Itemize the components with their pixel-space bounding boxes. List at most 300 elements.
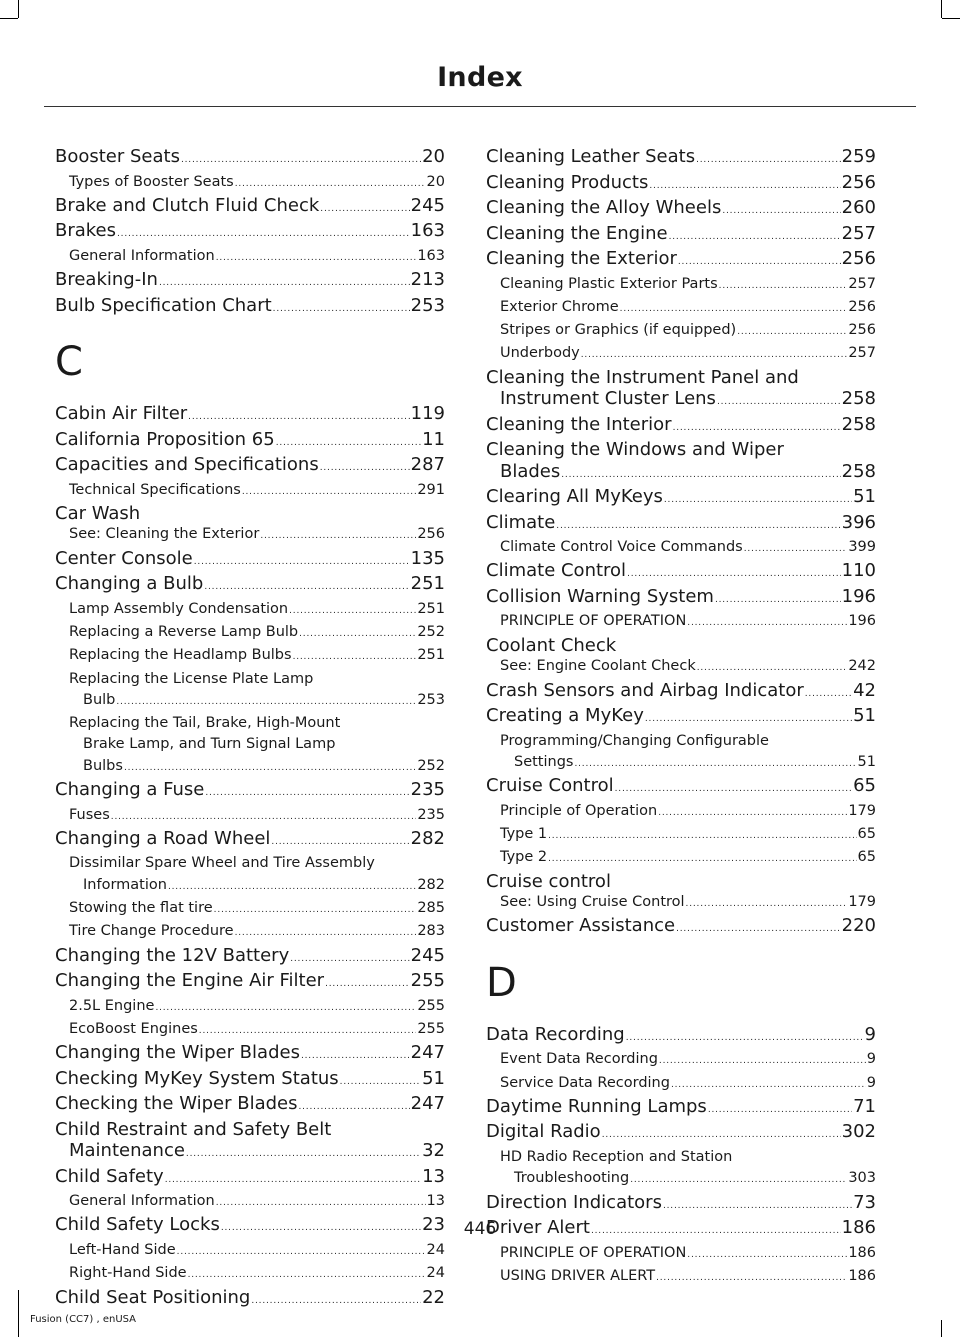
index-entry[interactable] (486, 705, 876, 731)
index-entry[interactable] (486, 414, 876, 440)
leader-dots (678, 252, 841, 274)
entry-page: 65 (853, 775, 876, 797)
entry-row (486, 414, 876, 440)
entry-page: 51 (422, 1067, 445, 1089)
index-entry[interactable] (486, 1073, 876, 1096)
entry-row (486, 586, 876, 612)
leader-dots (548, 849, 856, 870)
entry-page: 251 (417, 647, 445, 664)
entry-row (500, 611, 876, 634)
entry-text: See: Using Cruise Control (500, 894, 685, 911)
leader-dots (194, 552, 410, 574)
entry-page: 256 (841, 171, 876, 193)
leader-dots (649, 176, 840, 198)
leader-dots (289, 601, 416, 622)
entry-text: PRINCIPLE OF OPERATION (500, 1244, 687, 1261)
index-entry[interactable] (55, 779, 445, 805)
entry-text: Breaking-In (55, 269, 158, 291)
entry-row (486, 1024, 876, 1050)
entry-page: 245 (410, 944, 445, 966)
leader-dots (204, 577, 409, 599)
entry-text: Clearing All MyKeys (486, 486, 663, 508)
entry-text-line: Child Restraint and Safety Belt (55, 1118, 332, 1140)
index-entry[interactable] (55, 853, 445, 898)
index-entry[interactable] (55, 1019, 445, 1042)
entry-page: 247 (410, 1093, 445, 1115)
entry-page: 251 (410, 573, 445, 595)
entry-page: 283 (417, 923, 445, 940)
entry-row (486, 486, 876, 512)
leader-dots (260, 526, 416, 547)
leader-dots (602, 1125, 841, 1147)
section-letter: C (55, 339, 83, 386)
entry-text: Car Wash (55, 502, 141, 524)
entry-text: Type 2 (500, 849, 548, 866)
index-column-left (55, 146, 445, 1312)
index-entry[interactable] (55, 713, 445, 779)
index-entry[interactable] (486, 248, 876, 274)
entry-page: 186 (848, 1267, 876, 1284)
leader-dots (216, 1193, 426, 1214)
index-entry[interactable] (55, 573, 445, 599)
index-entry[interactable] (486, 871, 876, 893)
entry-text: General Information (69, 247, 215, 264)
index-entry[interactable] (486, 1266, 876, 1289)
entry-row (500, 1073, 876, 1096)
entry-page: 258 (841, 388, 876, 410)
entry-text: Brake and Clutch Fluid Check (55, 194, 320, 216)
entry-text: Information (83, 876, 167, 893)
leader-dots (671, 1075, 866, 1096)
entry-text: Tire Change Procedure (69, 923, 234, 940)
entry-page: 252 (417, 623, 445, 640)
index-entry[interactable] (486, 537, 876, 560)
entry-page: 71 (853, 1095, 876, 1117)
index-entry[interactable] (55, 1068, 445, 1094)
entry-page: 9 (866, 1074, 876, 1091)
index-entry[interactable] (55, 1119, 445, 1166)
entry-text-line: Replacing the Tail, Brake, High-Mount (69, 715, 341, 732)
entry-page: 196 (848, 613, 876, 630)
index-entry[interactable] (486, 1049, 876, 1072)
entry-page: 257 (848, 345, 876, 362)
entry-text: Types of Booster Seats (69, 173, 234, 190)
entry-page: 255 (417, 1020, 445, 1037)
entry-row (486, 512, 876, 538)
leader-dots (686, 894, 848, 915)
entry-row (55, 1287, 445, 1313)
entry-page: 73 (853, 1191, 876, 1213)
entry-row (55, 970, 445, 996)
leader-dots (340, 1072, 421, 1094)
leader-dots (235, 174, 426, 195)
entry-row (55, 1068, 445, 1094)
leader-dots (159, 273, 410, 295)
index-entry[interactable] (55, 524, 445, 547)
leader-dots (273, 299, 410, 321)
index-entry[interactable] (486, 297, 876, 320)
index-entry[interactable] (486, 223, 876, 249)
entry-page: 51 (853, 705, 876, 727)
index-entry[interactable] (55, 1166, 445, 1192)
index-entry[interactable] (55, 970, 445, 996)
index-entry[interactable] (486, 847, 876, 870)
leader-dots (715, 590, 841, 612)
crop-mark (0, 18, 18, 19)
leader-dots (697, 658, 848, 679)
page-title: Index (437, 62, 523, 93)
leader-dots (561, 465, 840, 487)
entry-text: Child Seat Positioning (55, 1286, 251, 1308)
entry-page: 259 (841, 146, 876, 167)
leader-dots (181, 150, 421, 172)
leader-dots (656, 1268, 847, 1289)
leader-dots (574, 754, 856, 775)
entry-page: 32 (422, 1140, 445, 1162)
entry-page: 399 (848, 539, 876, 556)
entry-text: Checking the Wiper Blades (55, 1093, 298, 1115)
entry-row (55, 195, 445, 221)
entry-text: Checking MyKey System Status (55, 1067, 339, 1089)
index-entry[interactable] (55, 146, 445, 172)
crop-mark (942, 18, 960, 19)
index-entry[interactable] (486, 274, 876, 297)
entry-page: 65 (857, 825, 876, 842)
entry-text: Changing a Bulb (55, 573, 204, 595)
entry-page: 179 (848, 802, 876, 819)
entry-row (486, 705, 876, 731)
entry-text: Cleaning Products (486, 171, 649, 193)
index-entry[interactable] (486, 775, 876, 801)
entry-row (69, 1263, 445, 1286)
entry-page: 24 (426, 1241, 445, 1258)
entry-text: Climate Control (486, 560, 627, 582)
entry-text: See: Cleaning the Exterior (69, 526, 260, 543)
crop-mark (18, 1290, 19, 1337)
entry-text: California Proposition 65 (55, 428, 275, 450)
leader-dots (664, 490, 852, 512)
leader-dots (805, 684, 852, 706)
entry-text: Brakes (55, 220, 117, 242)
entry-page: 257 (841, 222, 876, 244)
index-entry[interactable] (486, 172, 876, 198)
leader-dots (188, 407, 409, 429)
entry-row (500, 801, 876, 824)
index-entry[interactable] (55, 195, 445, 221)
index-entry[interactable] (55, 996, 445, 1019)
index-entry[interactable] (486, 915, 876, 941)
index-entry[interactable] (486, 1147, 876, 1192)
entry-text: Crash Sensors and Airbag Indicator (486, 679, 804, 701)
index-entry[interactable] (55, 1191, 445, 1214)
index-entry[interactable] (55, 503, 445, 525)
index-entry[interactable] (55, 1240, 445, 1263)
index-entry[interactable] (486, 1192, 876, 1218)
entry-text: PRINCIPLE OF OPERATION (500, 613, 687, 630)
index-entry[interactable] (486, 320, 876, 343)
leader-dots (676, 919, 841, 941)
leader-dots (663, 1196, 852, 1218)
entry-text: Settings (514, 753, 574, 770)
entry-page: 256 (848, 322, 876, 339)
entry-row (55, 548, 445, 574)
index-entry[interactable] (486, 343, 876, 366)
entry-row (500, 656, 876, 679)
entry-page: 235 (410, 779, 445, 801)
leader-dots (188, 1265, 426, 1286)
leader-dots (719, 276, 848, 297)
index-entry[interactable] (55, 429, 445, 455)
entry-text-line: Cleaning the Instrument Panel and (486, 366, 799, 388)
entry-page: 110 (841, 560, 876, 582)
leader-dots (722, 201, 840, 223)
leader-dots (271, 832, 409, 854)
entry-text-line: Replacing the License Plate Lamp (69, 670, 314, 687)
leader-dots (251, 1291, 421, 1313)
index-entry[interactable] (486, 611, 876, 634)
entry-text: Troubleshooting (514, 1170, 630, 1187)
entry-row (55, 403, 445, 429)
index-entry[interactable] (486, 731, 876, 776)
entry-page: 302 (841, 1121, 876, 1143)
entry-page: 253 (417, 691, 445, 708)
entry-page: 251 (417, 600, 445, 617)
leader-dots (626, 1028, 864, 1050)
index-entry[interactable] (486, 1243, 876, 1266)
entry-text: Cleaning the Engine (486, 222, 668, 244)
entry-text: Direction Indicators (486, 1191, 662, 1213)
index-entry[interactable] (486, 680, 876, 706)
leader-dots (687, 1245, 847, 1266)
entry-row (69, 690, 445, 713)
entry-page: 252 (417, 757, 445, 774)
index-entry[interactable] (55, 645, 445, 668)
entry-row (500, 1266, 876, 1289)
entry-text-line: Brake Lamp, and Turn Signal Lamp (83, 736, 336, 753)
entry-text: Digital Radio (486, 1121, 601, 1143)
entry-page: 11 (422, 428, 445, 450)
entry-text-line: HD Radio Reception and Station (500, 1148, 733, 1165)
index-entry[interactable] (55, 403, 445, 429)
entry-row (69, 524, 445, 547)
index-entry[interactable] (55, 828, 445, 854)
entry-row (486, 775, 876, 801)
entry-text: Maintenance (69, 1140, 185, 1162)
entry-page: 287 (410, 454, 445, 476)
entry-row (486, 635, 876, 657)
index-entry[interactable] (486, 486, 876, 512)
entry-text: Data Recording (486, 1023, 625, 1045)
index-entry[interactable] (486, 560, 876, 586)
index-entry[interactable] (55, 1263, 445, 1286)
index-entry[interactable] (486, 892, 876, 915)
leader-dots (630, 1170, 847, 1191)
entry-text: See: Engine Coolant Check (500, 658, 696, 675)
index-entry[interactable] (55, 1042, 445, 1068)
entry-text: Replacing a Reverse Lamp Bulb (69, 623, 299, 640)
entry-text: Center Console (55, 547, 193, 569)
entry-row (486, 1192, 876, 1218)
entry-text: Capacities and Specifications (55, 454, 319, 476)
entry-row (486, 197, 876, 223)
entry-row (55, 828, 445, 854)
leader-dots (627, 564, 841, 586)
index-entry[interactable] (55, 246, 445, 269)
entry-row (69, 898, 445, 921)
entry-text: General Information (69, 1193, 215, 1210)
leader-dots (199, 1021, 417, 1042)
entry-page: 13 (422, 1165, 445, 1187)
entry-text: Cleaning Plastic Exterior Parts (500, 275, 718, 292)
entry-text-line: Dissimilar Spare Wheel and Tire Assembly (69, 855, 375, 872)
entry-row (55, 1042, 445, 1068)
leader-dots (659, 1051, 866, 1072)
leader-dots (325, 974, 410, 996)
index-entry[interactable] (486, 801, 876, 824)
entry-row (55, 269, 445, 295)
entry-row (500, 343, 876, 366)
index-entry[interactable] (55, 921, 445, 944)
leader-dots (581, 345, 848, 366)
index-entry[interactable] (55, 295, 445, 321)
index-entry[interactable] (486, 1096, 876, 1122)
entry-row (69, 172, 445, 195)
entry-text: USING DRIVER ALERT (500, 1267, 656, 1284)
entry-text: Cleaning the Alloy Wheels (486, 197, 722, 218)
leader-dots (111, 807, 417, 828)
index-entry[interactable] (486, 824, 876, 847)
entry-text: Climate Control Voice Commands (500, 539, 743, 556)
leader-dots (645, 709, 852, 731)
entry-page: 24 (426, 1265, 445, 1282)
entry-row (500, 1168, 876, 1191)
entry-page: 256 (417, 526, 445, 543)
leader-dots (669, 227, 841, 249)
index-entry[interactable] (486, 197, 876, 223)
entry-page: 260 (841, 197, 876, 218)
index-column-right (486, 146, 876, 1289)
entry-row (500, 824, 876, 847)
entry-text: Cruise Control (486, 775, 614, 797)
entry-page: 253 (410, 294, 445, 316)
entry-page: 196 (841, 585, 876, 607)
leader-dots (673, 418, 841, 440)
entry-text: Customer Assistance (486, 915, 676, 937)
entry-page: 245 (410, 194, 445, 216)
entry-row (55, 573, 445, 599)
section-letter: D (486, 959, 517, 1006)
index-entry[interactable] (486, 146, 876, 172)
entry-row (55, 503, 445, 525)
entry-page: 13 (426, 1193, 445, 1210)
index-entry[interactable] (486, 1121, 876, 1147)
entry-row (486, 915, 876, 941)
leader-dots (320, 199, 409, 221)
index-entry[interactable] (486, 635, 876, 657)
index-entry[interactable] (55, 1287, 445, 1313)
entry-row (500, 274, 876, 297)
entry-text: Coolant Check (486, 634, 617, 656)
entry-text: Exterior Chrome (500, 298, 619, 315)
entry-row (69, 996, 445, 1019)
index-entry[interactable] (55, 945, 445, 971)
index-entry[interactable] (55, 548, 445, 574)
entry-page: 20 (422, 146, 445, 167)
entry-row (69, 246, 445, 269)
entry-page: 23 (422, 1214, 445, 1236)
entry-page: 163 (410, 220, 445, 242)
leader-dots (556, 516, 840, 538)
leader-dots (186, 1144, 421, 1166)
leader-dots (687, 613, 847, 634)
entry-row (500, 320, 876, 343)
index-entry[interactable] (486, 1024, 876, 1050)
leader-dots (293, 647, 417, 668)
index-entry[interactable] (486, 512, 876, 538)
leader-dots (235, 923, 417, 944)
leader-dots (717, 392, 841, 414)
leader-dots (737, 322, 847, 343)
entry-page: 235 (417, 806, 445, 823)
leader-dots (620, 299, 848, 320)
index-entry[interactable] (486, 367, 876, 414)
entry-text: Instrument Cluster Lens (500, 388, 716, 410)
entry-page: 179 (848, 894, 876, 911)
leader-dots (116, 692, 416, 713)
entry-text: Bulbs (83, 757, 123, 774)
index-entry[interactable] (55, 805, 445, 828)
index-entry[interactable] (486, 586, 876, 612)
entry-text: Bulb Specification Chart (55, 294, 272, 316)
leader-dots (615, 779, 852, 801)
entry-row (69, 1191, 445, 1214)
index-entry[interactable] (55, 454, 445, 480)
entry-text: Driver Alert (486, 1217, 590, 1239)
index-entry[interactable] (55, 480, 445, 503)
entry-text: Service Data Recording (500, 1074, 670, 1091)
entry-row (69, 756, 445, 779)
entry-text: Stowing the flat tire (69, 899, 213, 916)
entry-text: Cruise control (486, 870, 611, 892)
leader-dots (276, 433, 421, 455)
entry-row (486, 1121, 876, 1147)
entry-row (500, 892, 876, 915)
entry-page: 135 (410, 547, 445, 569)
index-entry[interactable] (486, 656, 876, 679)
leader-dots (205, 783, 409, 805)
leader-dots (658, 803, 847, 824)
entry-row (55, 429, 445, 455)
index-entry[interactable] (55, 599, 445, 622)
entry-text: Event Data Recording (500, 1051, 658, 1068)
entry-text: Cleaning Leather Seats (486, 146, 696, 167)
index-entry[interactable] (486, 439, 876, 486)
leader-dots (242, 482, 416, 503)
index-entry[interactable] (55, 1093, 445, 1119)
entry-row (500, 1049, 876, 1072)
entry-page: 9 (866, 1051, 876, 1068)
entry-row (69, 645, 445, 668)
leader-dots (301, 1046, 410, 1068)
index-entry[interactable] (55, 898, 445, 921)
index-entry[interactable] (55, 220, 445, 246)
entry-row (69, 622, 445, 645)
entry-page: 20 (426, 173, 445, 190)
index-entry[interactable] (55, 669, 445, 714)
index-entry[interactable] (55, 172, 445, 195)
index-entry[interactable] (55, 269, 445, 295)
index-entry[interactable] (55, 622, 445, 645)
